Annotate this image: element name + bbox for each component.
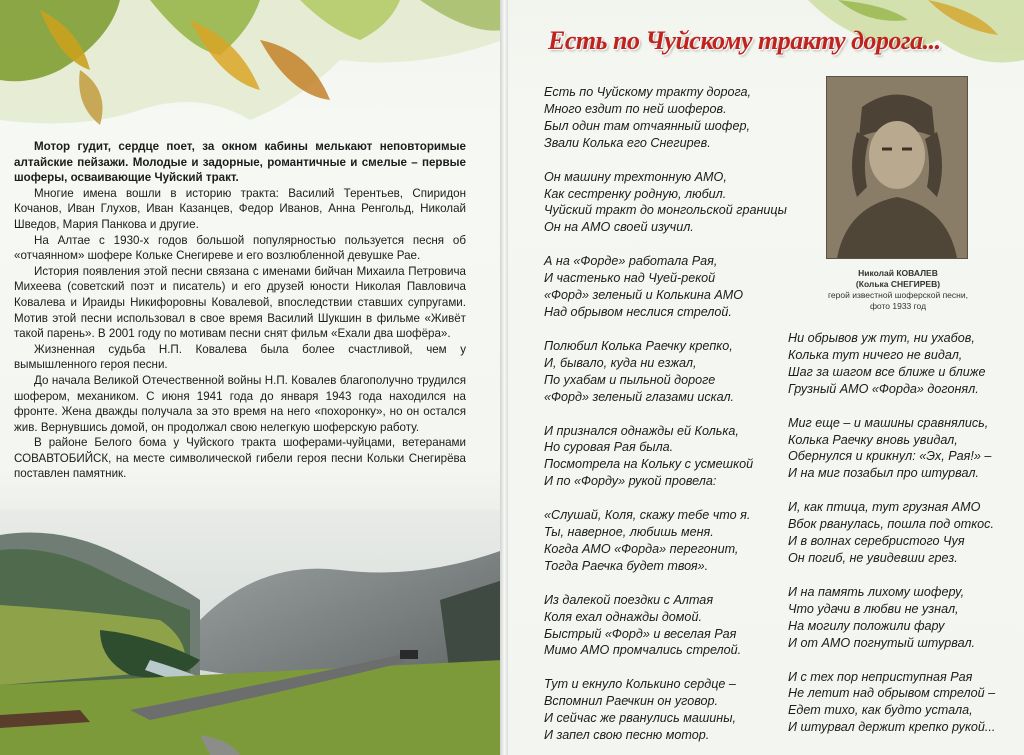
poem-line: Быстрый «Форд» и веселая Рая — [544, 626, 737, 641]
poem-line: Тогда Раечка будет твоя». — [544, 558, 709, 573]
poem-stanza — [788, 330, 1024, 398]
poem-column-1 — [544, 84, 794, 755]
poem-stanza — [544, 592, 794, 660]
paragraph: В районе Белого бома у Чуйского тракта шоферами-чуйцами, ветеранами СОВАВТОБИЙСК, на месте символической гибели героя песни Кольки Снегирёва поставлен памятник. — [14, 436, 466, 481]
autumn-leaves-decoration — [0, 0, 503, 140]
portrait-photo — [826, 76, 968, 259]
poem-line: И штурвал держит крепко рукой... — [788, 720, 996, 735]
paragraph: До начала Великой Отечественной войны Н.П. Ковалев благополучно трудился шофером, механиком. С июня 1941 года до января 1943 года находился на фронте. Жена дважды получала за это время на него «похоронку», но он остался жив. Вернувшись домой, он продолжал свою нелегкую шоферскую работу. — [14, 373, 466, 434]
poem-stanza — [544, 253, 794, 321]
right-page — [508, 0, 1024, 755]
poem-line: Грузный АМО «Форда» догонял. — [788, 381, 979, 396]
poem-line: Из далекой поездки с Алтая — [544, 592, 714, 607]
poem-line: И с тех пор неприступная Рая — [788, 669, 973, 684]
poem-line: И сейчас же рванулись машины, — [544, 711, 737, 726]
poem-line: Колька Раечку вновь увидал, — [788, 432, 958, 447]
poem-line: Обернулся и крикнул: «Эх, Рая!» – — [788, 449, 992, 464]
poem-line: Как сестренку родную, любил. — [544, 186, 727, 201]
article-text — [14, 139, 466, 482]
poem-line: И, бывало, куда ни езжал, — [544, 355, 697, 370]
poem-stanza — [544, 169, 794, 237]
poem-column-2 — [788, 330, 1024, 753]
poem-line: Миг еще – и машины сравнялись, — [788, 415, 989, 430]
poem-stanza — [788, 499, 1024, 567]
poem-line: Есть по Чуйскому тракту дорога, — [544, 85, 752, 99]
poem-line: И в волнах серебристого Чуя — [788, 534, 965, 549]
poem-line: Коля ехал однажды домой. — [544, 609, 702, 624]
poem-line: А на «Форде» работала Рая, — [544, 254, 718, 269]
poem-line: И, как птица, тут грузная АМО — [788, 500, 981, 515]
left-page — [0, 0, 503, 755]
paragraph: Многие имена вошли в историю тракта: Василий Терентьев, Спиридон Кочанов, Иван Глухов, Иван Казанцев, Федор Иванов, Анна Ренгольд, Николай Шведов, Мария Панкова и другие. — [14, 186, 466, 231]
poem-line: По ухабам и пыльной дороге — [544, 372, 716, 387]
paragraph: История появления этой песни связана с именами бийчан Михаила Петровича Михеева (советский поэт и писатель) и его друзей юности Николая Павловича Ковалева и Ираиды Никифоровны Ковалевой, впоследствии ставших супругами. Мотив этой песни использовал в свое время Василий Шукшин в фильме «Живёт такой парень». В 2001 году по мотивам песни снят фильм «Ехали два шофёра». — [14, 264, 466, 341]
poem-line: Мимо АМО промчались стрелой. — [544, 643, 742, 658]
poem-stanza — [544, 507, 794, 575]
poem-line: Полюбил Колька Раечку крепко, — [544, 338, 733, 353]
page-title: Есть по Чуйскому тракту дорога... — [548, 26, 941, 55]
poem-line: Много ездит по ней шоферов. — [544, 101, 727, 116]
poem-stanza — [544, 676, 794, 744]
poem-line: Тут и екнуло Колькино сердце – — [544, 677, 736, 692]
poem-stanza — [544, 84, 794, 152]
caption-description: герой известной шоферской песни, — [828, 290, 968, 300]
mountain-road-landscape — [0, 510, 503, 755]
poem-line: И запел свою песню мотор. — [544, 728, 710, 743]
poem-line: Над обрывом неслися стрелой. — [544, 304, 732, 319]
lead-paragraph: Мотор гудит, сердце поет, за окном кабины мелькают неповторимые алтайские пейзажи. Молодые и задорные, романтичные и смелые – первые шоферы, осваивающие Чуйский тракт. — [14, 140, 466, 185]
poem-stanza — [788, 669, 1024, 737]
caption-alias: (Колька СНЕГИРЕВ) — [855, 279, 941, 289]
photo-caption — [808, 268, 988, 312]
caption-name: Николай КОВАЛЕВ — [858, 268, 938, 278]
poem-stanza — [544, 338, 794, 406]
poem-line: Посмотрела на Кольку с усмешкой — [544, 457, 754, 472]
poem-line: Чуйский тракт до монгольской границы — [544, 203, 787, 218]
paragraph: Жизненная судьба Н.П. Ковалева была более счастливой, чем у вымышленного героя песни. — [14, 342, 466, 372]
poem-line: Он машину трехтонную АМО, — [544, 169, 727, 184]
poem-line: Но суровая Рая была. — [544, 440, 674, 455]
poem-line: Вспомнил Раечкин он уговор. — [544, 694, 719, 709]
poem-line: Не летит над обрывом стрелой – — [788, 686, 996, 701]
poem-line: Он на АМО своей изучил. — [544, 220, 694, 235]
poem-line: Ты, наверное, любишь меня. — [544, 525, 714, 540]
poem-line: Звали Колька его Снегирев. — [544, 135, 711, 150]
poem-line: На могилу положили фару — [788, 618, 945, 633]
poem-line: Он погиб, не увидевши грез. — [788, 550, 958, 565]
poem-line: И по «Форду» рукой провела: — [544, 474, 717, 489]
poem-line: «Форд» зеленый глазами искал. — [544, 389, 735, 404]
poem-line: И признался однажды ей Колька, — [544, 423, 739, 438]
poem-line: Едет тихо, как будто устала, — [788, 703, 973, 718]
poem-line: Вбок рванулась, пошла под откос. — [788, 517, 994, 532]
poem-stanza — [788, 584, 1024, 652]
poem-line: И на память лихому шоферу, — [788, 584, 965, 599]
caption-year: фото 1933 год — [869, 301, 927, 311]
poem-line: Шаг за шагом все ближе и ближе — [788, 364, 986, 379]
poem-line: Ни обрывов уж тут, ни ухабов, — [788, 331, 975, 345]
poem-line: И частенько над Чуей-рекой — [544, 271, 716, 286]
poem-line: Когда АМО «Форда» перегонит, — [544, 541, 739, 556]
poem-line: Колька тут ничего не видал, — [788, 347, 963, 362]
poem-stanza — [788, 415, 1024, 483]
poem-line: И от АМО погнутый штурвал. — [788, 635, 976, 650]
poem-line: Был один там отчаянный шофер, — [544, 118, 750, 133]
poem-line: Что удачи в любви не узнал, — [788, 601, 959, 616]
poem-line: «Слушай, Коля, скажу тебе что я. — [544, 508, 751, 523]
poem-line: И на миг позабыл про штурвал. — [788, 466, 979, 481]
paragraph: На Алтае с 1930-х годов большой популярностью пользуется песня об «отчаянном» шофере Кольке Снегиреве и его возлюбленной девушке Рае. — [14, 233, 466, 263]
poem-stanza — [544, 423, 794, 491]
poem-line: «Форд» зеленый и Колькина АМО — [544, 288, 744, 303]
